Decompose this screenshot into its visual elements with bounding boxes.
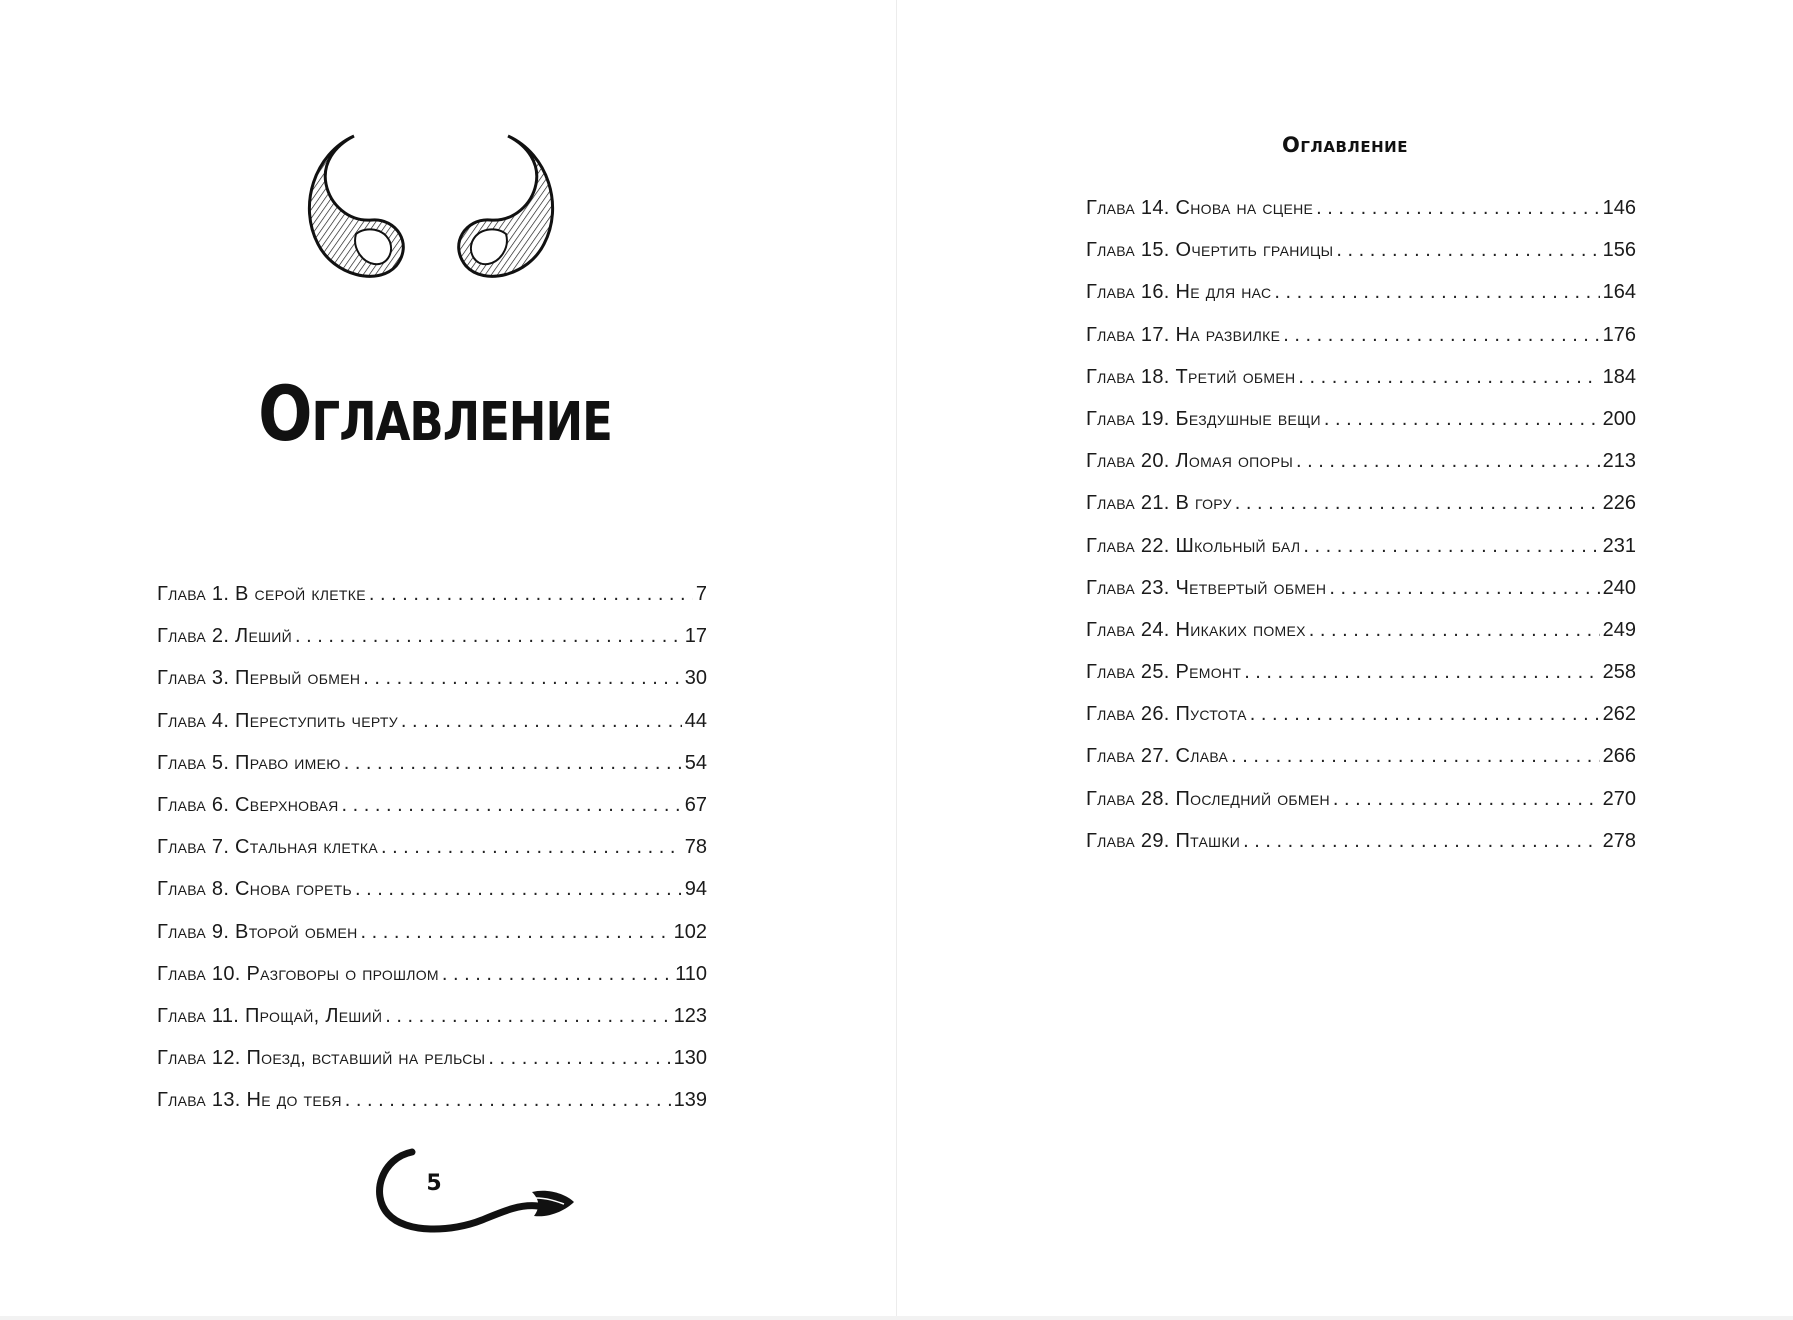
chapter-title: Глава 29. Пташки <box>1086 829 1241 852</box>
chapter-page: 278 <box>1602 829 1636 852</box>
toc-entry[interactable] <box>1086 577 1636 619</box>
left-page <box>0 0 896 1320</box>
chapter-title: Глава 21. В гору <box>1086 492 1232 515</box>
page-number: 5 <box>426 1171 442 1196</box>
toc-entry[interactable] <box>1086 408 1636 450</box>
leader-dots <box>1329 577 1599 600</box>
toc-entry[interactable] <box>1086 197 1636 239</box>
toc-entry[interactable] <box>1086 239 1636 281</box>
toc-entry[interactable] <box>1086 492 1636 534</box>
chapter-page: 213 <box>1602 450 1636 473</box>
chapter-title: Глава 28. Последний обмен <box>1086 787 1330 810</box>
chapter-title: Глава 19. Бездушные вещи <box>1086 407 1321 430</box>
toc-entry[interactable] <box>157 878 707 920</box>
toc-entry[interactable] <box>157 583 707 625</box>
toc-entry[interactable] <box>157 710 707 752</box>
toc-entry[interactable] <box>157 1005 707 1047</box>
chapter-page: 266 <box>1602 745 1636 768</box>
running-title: Оглавление <box>1282 133 1408 157</box>
chapter-page: 78 <box>684 836 707 859</box>
chapter-title: Глава 2. Леший <box>157 625 292 648</box>
chapter-page: 146 <box>1602 197 1636 219</box>
chapter-title: Глава 14. Снова на сцене <box>1086 197 1314 219</box>
chapter-page: 240 <box>1602 576 1636 599</box>
chapter-page: 156 <box>1602 239 1636 262</box>
toc-entry[interactable] <box>157 963 707 1005</box>
leader-dots <box>342 794 682 817</box>
chapter-page: 226 <box>1602 492 1636 515</box>
chapter-page: 139 <box>673 1089 707 1112</box>
chapter-page: 249 <box>1602 618 1636 641</box>
right-page <box>897 0 1793 1320</box>
leader-dots <box>1309 619 1600 642</box>
chapter-page: 67 <box>684 793 707 816</box>
chapter-title: Глава 7. Стальная клетка <box>157 836 378 859</box>
chapter-title: Глава 26. Пустота <box>1086 703 1247 726</box>
toc-entry[interactable] <box>1086 830 1636 872</box>
chapter-page: 231 <box>1602 534 1636 557</box>
leader-dots <box>385 1005 670 1028</box>
leader-dots <box>381 836 682 859</box>
toc-entry[interactable] <box>157 836 707 878</box>
toc-entry[interactable] <box>1086 450 1636 492</box>
leader-dots <box>1274 281 1599 304</box>
toc-list-right <box>1086 197 1636 872</box>
chapter-title: Глава 24. Никаких помех <box>1086 618 1306 641</box>
chapter-page: 270 <box>1602 787 1636 810</box>
toc-entry[interactable] <box>1086 281 1636 323</box>
chapter-title: Глава 27. Слава <box>1086 745 1229 768</box>
page-title: Оглавление <box>258 371 612 459</box>
leader-dots <box>345 1089 671 1112</box>
chapter-title: Глава 25. Ремонт <box>1086 661 1242 684</box>
chapter-title: Глава 10. Разговоры о прошлом <box>157 962 439 985</box>
chapter-title: Глава 6. Сверхновая <box>157 793 339 816</box>
toc-list-left <box>157 583 707 1131</box>
chapter-title: Глава 23. Четвертый обмен <box>1086 576 1327 599</box>
toc-entry[interactable] <box>157 1089 707 1131</box>
toc-entry[interactable] <box>157 625 707 667</box>
leader-dots <box>1303 535 1599 558</box>
chapter-title: Глава 1. В серой клетке <box>157 583 366 605</box>
chapter-page: 110 <box>675 962 707 985</box>
devil-horns-icon <box>296 126 566 286</box>
toc-entry[interactable] <box>1086 366 1636 408</box>
leader-dots <box>1296 450 1600 473</box>
chapter-title: Глава 20. Ломая опоры <box>1086 450 1294 473</box>
leader-dots <box>369 583 693 606</box>
leader-dots <box>488 1047 670 1070</box>
chapter-title: Глава 9. Второй обмен <box>157 920 358 943</box>
leader-dots <box>295 625 682 648</box>
leader-dots <box>1244 661 1599 684</box>
chapter-title: Глава 4. Переступить черту <box>157 709 398 732</box>
chapter-title: Глава 3. Первый обмен <box>157 667 361 690</box>
toc-entry[interactable] <box>1086 788 1636 830</box>
leader-dots <box>442 963 672 986</box>
chapter-page: 44 <box>684 709 707 732</box>
chapter-title: Глава 18. Третий обмен <box>1086 365 1296 388</box>
chapter-page: 258 <box>1602 661 1636 684</box>
chapter-page: 200 <box>1602 407 1636 430</box>
leader-dots <box>363 667 682 690</box>
leader-dots <box>401 710 682 733</box>
leader-dots <box>1333 788 1600 811</box>
toc-entry[interactable] <box>157 752 707 794</box>
chapter-page: 30 <box>684 667 707 690</box>
leader-dots <box>1231 745 1599 768</box>
leader-dots <box>1298 366 1599 389</box>
chapter-page: 94 <box>684 878 707 901</box>
toc-entry[interactable] <box>1086 661 1636 703</box>
leader-dots <box>1243 830 1599 853</box>
chapter-page: 17 <box>684 625 707 648</box>
leader-dots <box>1283 324 1599 347</box>
chapter-page: 130 <box>673 1047 707 1070</box>
chapter-title: Глава 13. Не до тебя <box>157 1089 342 1112</box>
chapter-title: Глава 17. На развилке <box>1086 323 1281 346</box>
chapter-title: Глава 8. Снова гореть <box>157 878 352 901</box>
chapter-title: Глава 16. Не для нас <box>1086 281 1272 304</box>
chapter-page: 102 <box>673 920 707 943</box>
toc-entry[interactable] <box>157 667 707 709</box>
leader-dots <box>1324 408 1600 431</box>
chapter-title: Глава 5. Право имею <box>157 751 341 774</box>
leader-dots <box>355 878 682 901</box>
chapter-title: Глава 11. Прощай, Леший <box>157 1004 383 1027</box>
toc-entry[interactable] <box>157 921 707 963</box>
chapter-page: 123 <box>673 1004 707 1027</box>
chapter-title: Глава 12. Поезд, вставший на рельсы <box>157 1047 486 1070</box>
leader-dots <box>1316 197 1599 220</box>
leader-dots <box>1235 492 1600 515</box>
chapter-page: 184 <box>1602 365 1636 388</box>
chapter-title: Глава 15. Очертить границы <box>1086 239 1334 262</box>
chapter-page: 176 <box>1602 323 1636 346</box>
page-bottom-edge <box>0 1316 1793 1320</box>
leader-dots <box>1336 239 1599 262</box>
toc-entry[interactable] <box>1086 535 1636 577</box>
toc-entry[interactable] <box>1086 745 1636 787</box>
toc-entry[interactable] <box>157 1047 707 1089</box>
toc-entry[interactable] <box>1086 703 1636 745</box>
chapter-page: 164 <box>1602 281 1636 304</box>
chapter-page: 54 <box>684 751 707 774</box>
toc-entry[interactable] <box>1086 619 1636 661</box>
chapter-page: 262 <box>1602 703 1636 726</box>
leader-dots <box>1250 703 1600 726</box>
chapter-title: Глава 22. Школьный бал <box>1086 534 1301 557</box>
leader-dots <box>361 921 671 944</box>
leader-dots <box>344 752 682 775</box>
toc-entry[interactable] <box>1086 324 1636 366</box>
chapter-page: 7 <box>695 583 707 605</box>
toc-entry[interactable] <box>157 794 707 836</box>
page-folio <box>372 1148 582 1238</box>
